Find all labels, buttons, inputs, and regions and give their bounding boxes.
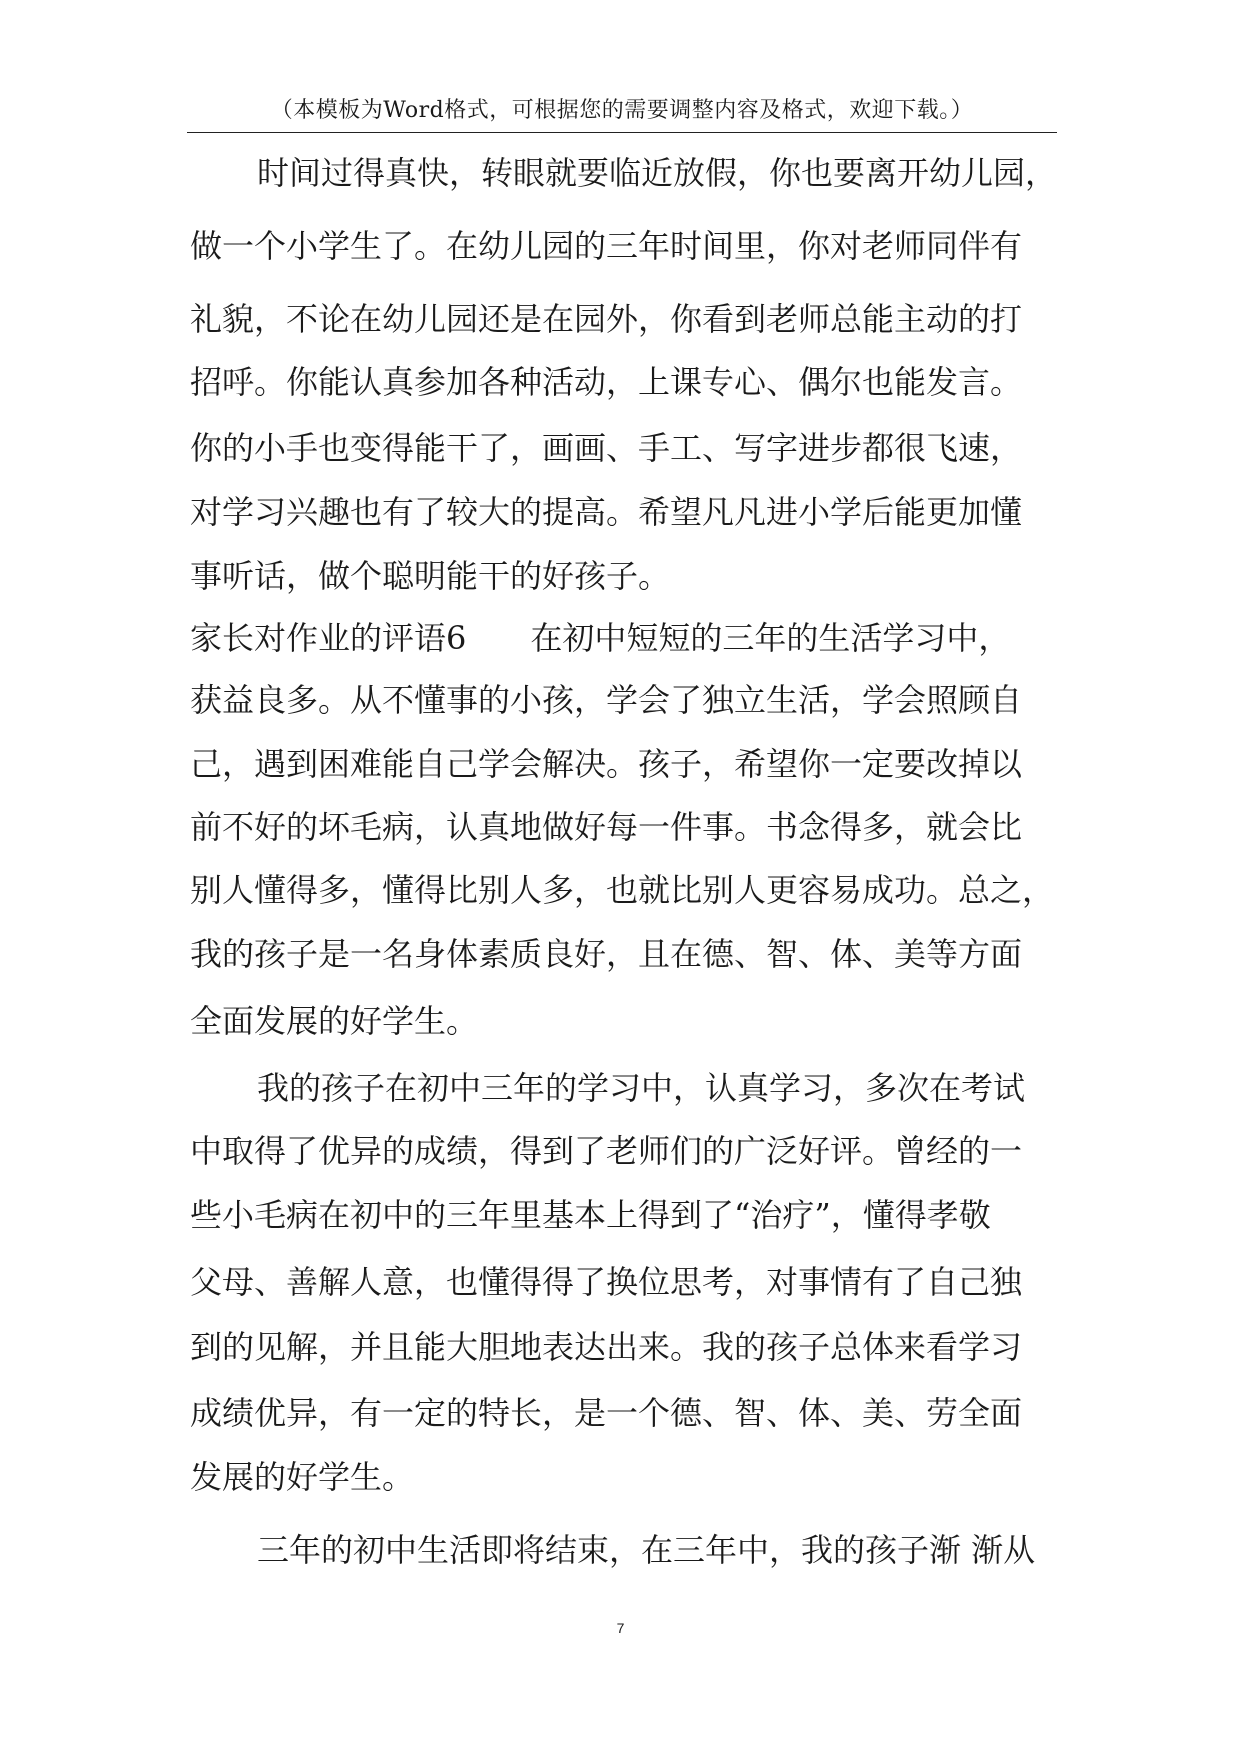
text-line: 三年的初中生活即将结束，在三年中，我的孩子渐 渐从: [257, 1531, 1036, 1569]
template-notice: （本模板为Word格式，可根据您的需要调整内容及格式，欢迎下载。）: [270, 98, 974, 123]
text-line: 事听话，做个聪明能干的好孩子。: [190, 557, 671, 595]
text-line: 我的孩子在初中三年的学习中，认真学习，多次在考试: [257, 1069, 1026, 1107]
text-line: 发展的好学生。: [190, 1458, 415, 1496]
text-line: 获益良多。从不懂事的小孩，学会了独立生活，学会照顾自: [190, 681, 1023, 719]
section-heading-line: 家长对作业的评语6 在初中短短的三年的生活学习中，: [190, 619, 1011, 657]
text-line: 招呼。你能认真参加各种活动，上课专心、偶尔也能发言。: [190, 363, 1023, 401]
header-divider: [187, 132, 1057, 133]
text-line: 你的小手也变得能干了，画画、手工、写字进步都很飞速，: [190, 429, 1023, 467]
text-line: 对学习兴趣也有了较大的提高。希望凡凡进小学后能更加懂: [190, 493, 1023, 531]
text-line: 时间过得真快，转眼就要临近放假，你也要离开幼儿园，: [257, 154, 1058, 192]
text-line: 己，遇到困难能自己学会解决。孩子，希望你一定要改掉以: [190, 745, 1023, 783]
text-line: 些小毛病在初中的三年里基本上得到了“治疗”，懂得孝敬: [190, 1196, 991, 1234]
text-line: 别人懂得多，懂得比别人多，也就比别人更容易成功。总之，: [190, 871, 1055, 909]
page-number: 7: [616, 1620, 625, 1636]
text-line: 礼貌，不论在幼儿园还是在园外，你看到老师总能主动的打: [190, 300, 1023, 338]
text-line: 做一个小学生了。在幼儿园的三年时间里，你对老师同伴有: [190, 227, 1023, 265]
text-line: 全面发展的好学生。: [190, 1002, 479, 1040]
text-line: 中取得了优异的成绩，得到了老师们的广泛好评。曾经的一: [190, 1132, 1023, 1170]
text-line: 我的孩子是一名身体素质良好，且在德、智、体、美等方面: [190, 935, 1023, 973]
text-line: 前不好的坏毛病，认真地做好每一件事。书念得多，就会比: [190, 808, 1023, 846]
text-line: 父母、善解人意，也懂得得了换位思考，对事情有了自己独: [190, 1263, 1023, 1301]
text-line: 到的见解，并且能大胆地表达出来。我的孩子总体来看学习: [190, 1328, 1023, 1366]
text-line: 成绩优异，有一定的特长，是一个德、智、体、美、劳全面: [190, 1394, 1023, 1432]
